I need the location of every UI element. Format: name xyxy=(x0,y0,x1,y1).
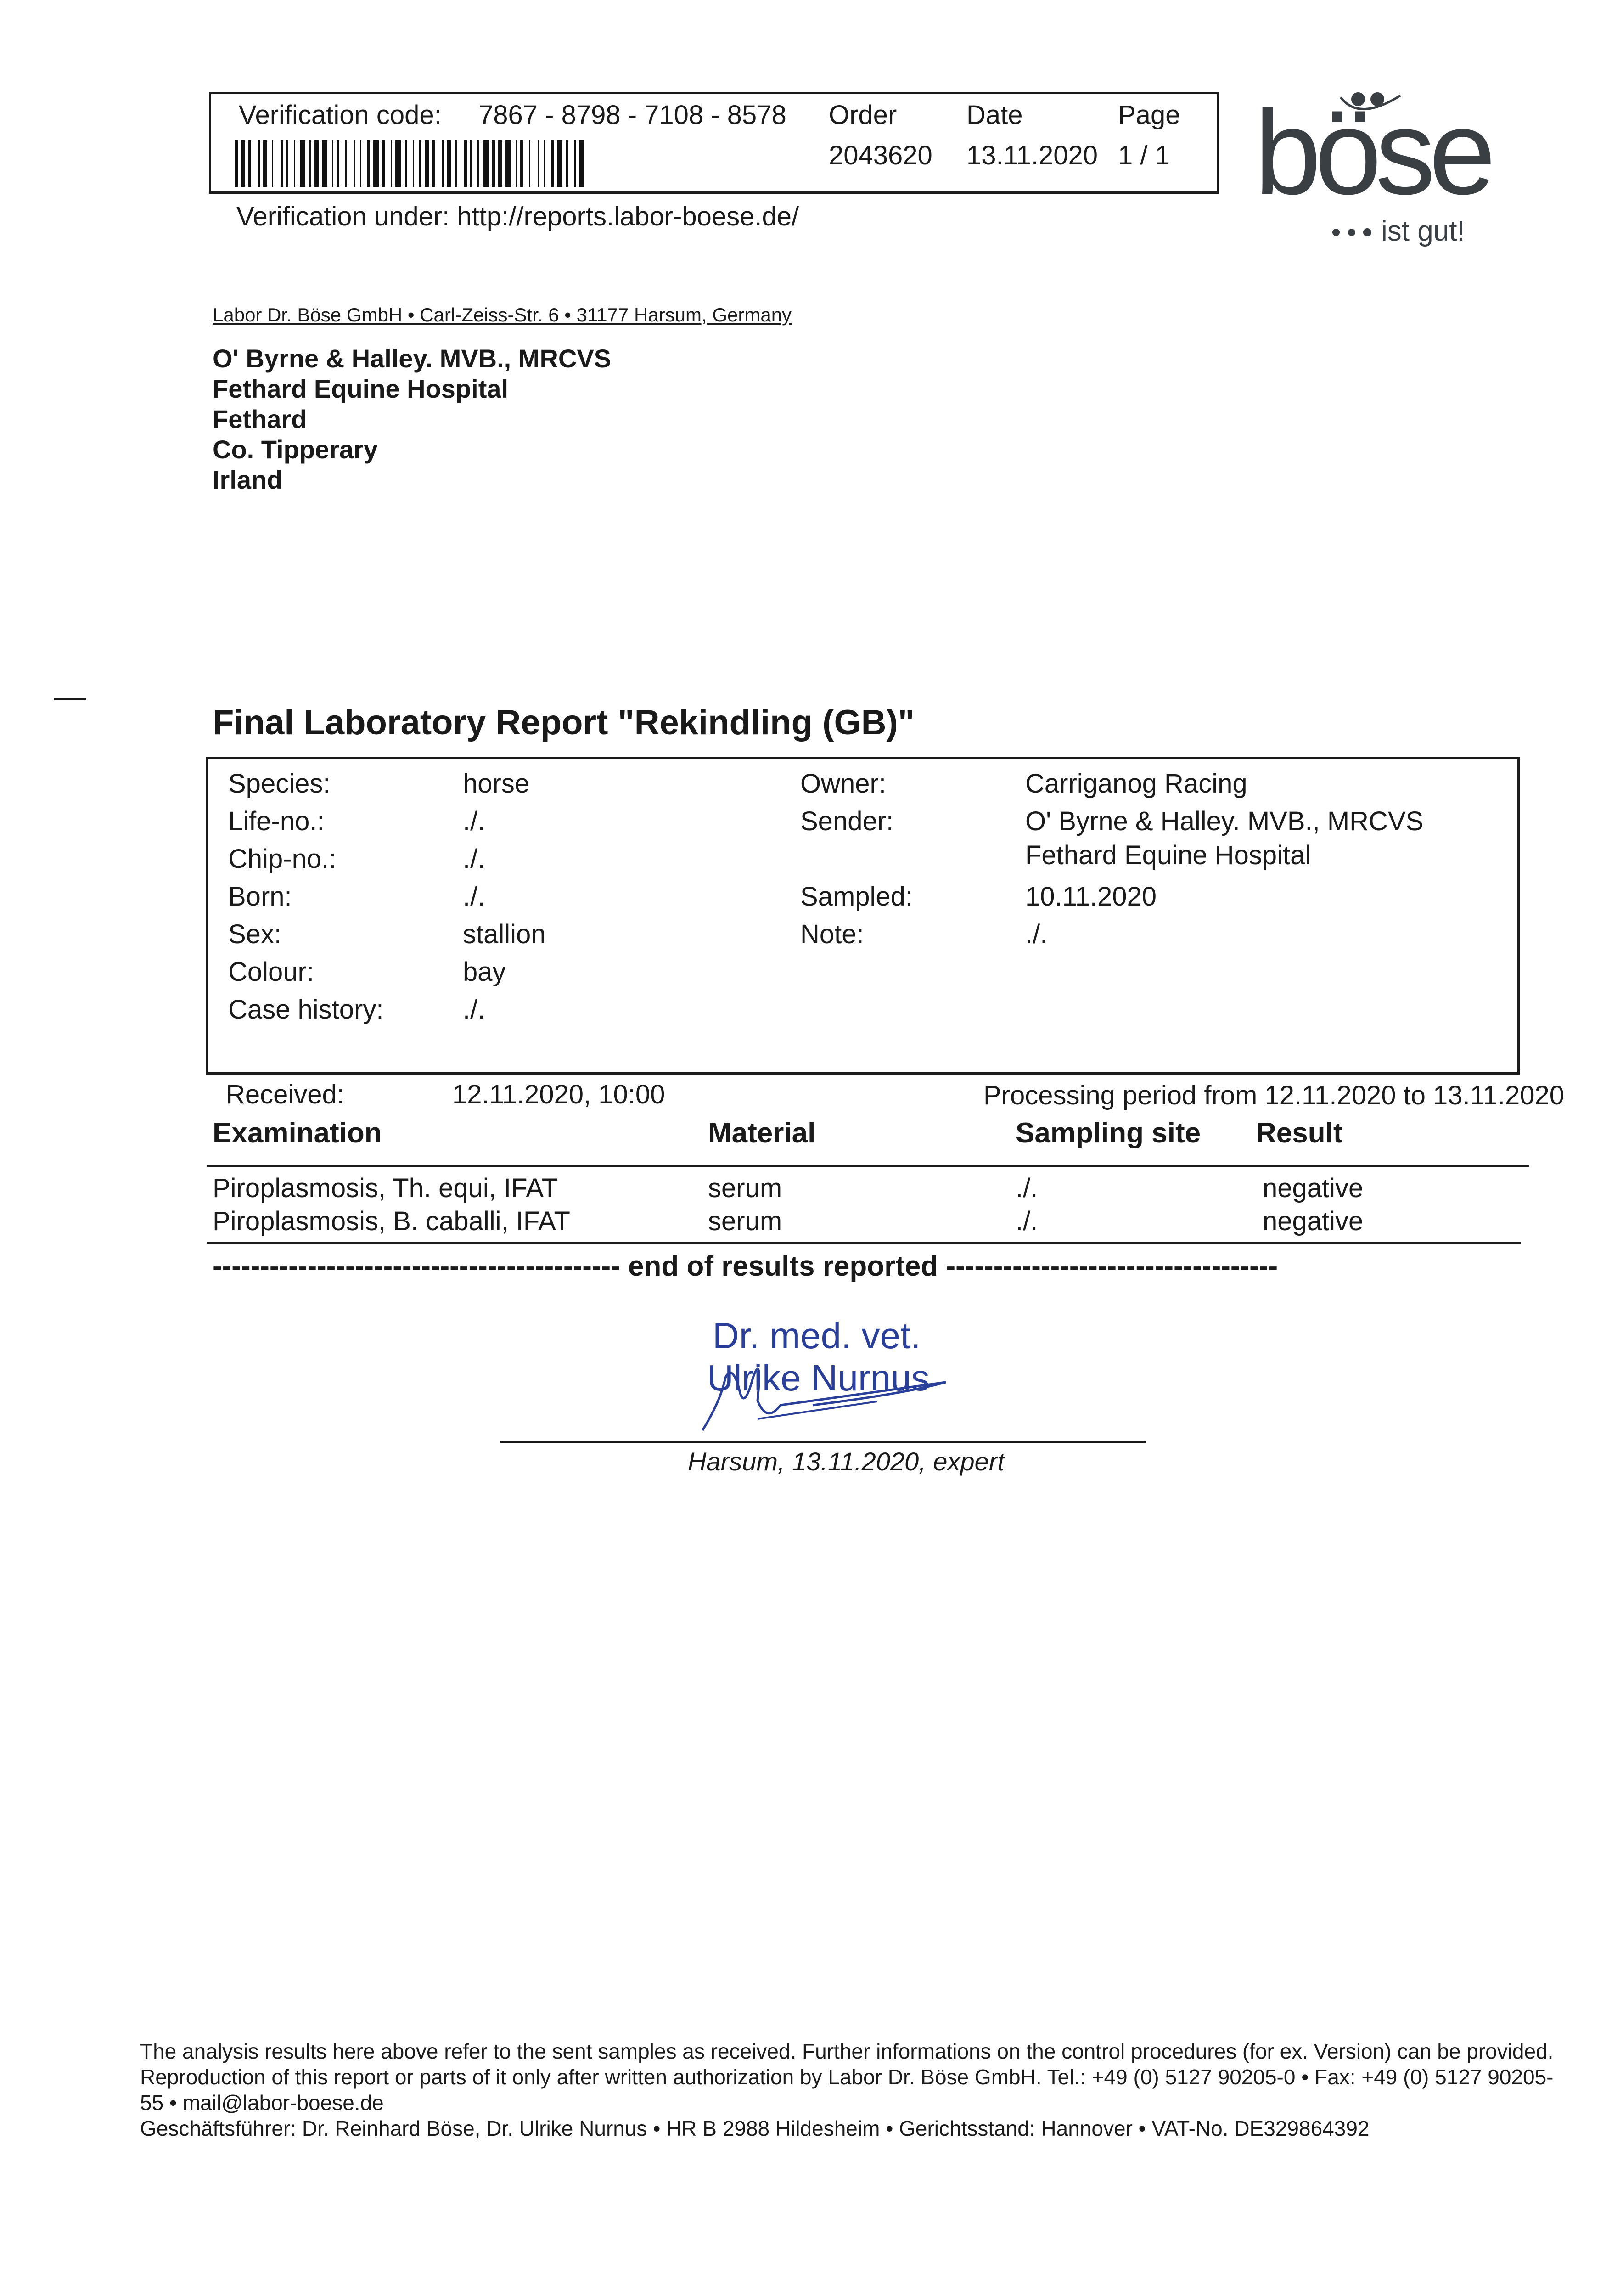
signature-stamp xyxy=(689,1309,973,1446)
received-value: 12.11.2020, 10:00 xyxy=(452,1080,665,1109)
end-of-results-line: ------------------------------------------- end of results reported ----------------------------------- xyxy=(213,1250,1278,1282)
signature-caption: Harsum, 13.11.2020, expert xyxy=(688,1447,1005,1476)
owner-label: Owner: xyxy=(800,769,886,799)
footer-line-2: Reproduction of this report or parts of it only after written authorization by Labor Dr. Böse GmbH. Tel.: +49 (0) 5127 90205-0 • Fax: +49 (0) 5127 90205- xyxy=(140,2065,1554,2089)
barcode-bar xyxy=(529,140,530,187)
verification-url: Verification under: http://reports.labor-boese.de/ xyxy=(236,202,799,231)
barcode-bar xyxy=(579,140,584,187)
sex-label: Sex: xyxy=(228,919,282,949)
page-value: 1 / 1 xyxy=(1118,141,1170,170)
barcode-bar xyxy=(235,140,238,187)
verification-code-value: 7867 - 8798 - 7108 - 8578 xyxy=(478,100,786,130)
date-label: Date xyxy=(966,100,1023,130)
page-label: Page xyxy=(1118,100,1180,130)
barcode-bar xyxy=(322,140,327,187)
barcode-bar xyxy=(391,140,392,187)
case-history-label: Case history: xyxy=(228,995,384,1024)
signature-line-2: Ulrike Nurnus xyxy=(707,1357,930,1398)
barcode-bar xyxy=(477,140,479,187)
row-1-material: serum xyxy=(708,1173,782,1203)
barcode-bar xyxy=(286,140,288,187)
logo-tagline: ist gut! xyxy=(1381,215,1465,247)
verification-box xyxy=(209,92,1219,194)
barcode-bar xyxy=(294,140,295,187)
barcode-bar xyxy=(272,140,273,187)
sender-value-2: Fethard Equine Hospital xyxy=(1025,840,1311,870)
verification-code-label: Verification code: xyxy=(239,100,442,130)
barcode-bar xyxy=(516,140,517,187)
sender-value-1: O' Byrne & Halley. MVB., MRCVS xyxy=(1025,806,1424,836)
barcode-bar xyxy=(241,140,245,187)
barcode-bar xyxy=(263,140,267,187)
life-no-value: ./. xyxy=(463,806,485,836)
sampled-label: Sampled: xyxy=(800,882,913,912)
barcode-bar xyxy=(544,140,545,187)
barcode-bar xyxy=(557,140,562,187)
life-no-label: Life-no.: xyxy=(228,806,325,836)
barcode-bar xyxy=(419,140,421,187)
received-label: Received: xyxy=(226,1080,344,1109)
barcode-bar xyxy=(470,140,472,187)
note-label: Note: xyxy=(800,919,864,949)
patient-info-box xyxy=(206,757,1520,1075)
barcode-image xyxy=(235,140,584,187)
note-value: ./. xyxy=(1025,919,1048,949)
signature-rule xyxy=(500,1441,1146,1443)
barcode-bar xyxy=(281,140,283,187)
row-2-sampling-site: ./. xyxy=(1016,1206,1038,1236)
row-2-result: negative xyxy=(1263,1206,1364,1236)
sampled-value: 10.11.2020 xyxy=(1025,882,1157,912)
recipient-line-3: Fethard xyxy=(213,405,307,433)
row-1-result: negative xyxy=(1263,1173,1364,1203)
order-value: 2043620 xyxy=(829,141,932,170)
sender-address-line: Labor Dr. Böse GmbH • Carl-Zeiss-Str. 6 • 31177 Harsum, Germany xyxy=(213,304,792,326)
order-label: Order xyxy=(829,100,897,130)
header-result: Result xyxy=(1256,1117,1343,1149)
header-sampling-site: Sampling site xyxy=(1016,1117,1201,1149)
signature-line-1: Dr. med. vet. xyxy=(713,1315,921,1356)
born-value: ./. xyxy=(463,882,485,912)
header-examination: Examination xyxy=(213,1117,382,1149)
barcode-bar xyxy=(413,140,414,187)
footer-line-1: The analysis results here above refer to the sent samples as received. Further informations on the control procedures (for ex. Version) can be provided. xyxy=(140,2039,1554,2063)
barcode-bar xyxy=(574,140,576,187)
barcode-bar xyxy=(405,140,407,187)
barcode-bar xyxy=(432,140,435,187)
barcode-bar xyxy=(425,140,429,187)
barcode-bar xyxy=(566,140,568,187)
recipient-line-4: Co. Tipperary xyxy=(213,435,378,464)
barcode-bar xyxy=(483,140,489,187)
chip-no-label: Chip-no.: xyxy=(228,844,337,874)
barcode-bar xyxy=(258,140,260,187)
barcode-bar xyxy=(520,140,523,187)
boese-logo xyxy=(1253,69,1511,253)
footer-line-4: Geschäftsführer: Dr. Reinhard Böse, Dr. Ulrike Nurnus • HR B 2988 Hildesheim • Gerichtsstand: Hannover • VAT-No. DE329864392 xyxy=(140,2116,1370,2140)
date-value: 13.11.2020 xyxy=(966,141,1098,170)
colour-value: bay xyxy=(463,957,506,987)
recipient-line-1: O' Byrne & Halley. MVB., MRCVS xyxy=(213,344,612,373)
recipient-line-5: Irland xyxy=(213,465,283,494)
report-title: Final Laboratory Report "Rekindling (GB)" xyxy=(213,703,915,742)
born-label: Born: xyxy=(228,882,292,912)
row-1-sampling-site: ./. xyxy=(1016,1173,1038,1203)
barcode-bar xyxy=(332,140,333,187)
row-2-material: serum xyxy=(708,1206,782,1236)
species-label: Species: xyxy=(228,769,331,799)
barcode-bar xyxy=(354,140,355,187)
barcode-bar xyxy=(492,140,495,187)
recipient-line-2: Fethard Equine Hospital xyxy=(213,374,509,403)
barcode-bar xyxy=(314,140,319,187)
owner-value: Carriganog Racing xyxy=(1025,769,1247,799)
barcode-bar xyxy=(373,140,379,187)
logo-bullet-3 xyxy=(1363,228,1371,236)
logo-bullet-2 xyxy=(1348,229,1355,236)
barcode-bar xyxy=(498,140,502,187)
barcode-bar xyxy=(382,140,385,187)
logo-bullet-1 xyxy=(1332,229,1340,236)
sex-value: stallion xyxy=(463,919,546,949)
barcode-bar xyxy=(447,140,451,187)
barcode-bar xyxy=(464,140,467,187)
barcode-bar xyxy=(442,140,444,187)
barcode-bar xyxy=(309,140,311,187)
barcode-bar xyxy=(300,140,305,187)
barcode-bar xyxy=(248,140,251,187)
footer-line-3: 55 • mail@labor-boese.de xyxy=(140,2091,384,2115)
barcode-bar xyxy=(538,140,539,187)
case-history-value: ./. xyxy=(463,995,485,1024)
barcode-bar xyxy=(505,140,511,187)
processing-period: Processing period from 12.11.2020 to 13.11.2020 xyxy=(983,1080,1565,1110)
table-header-rule xyxy=(207,1165,1529,1167)
barcode-bar xyxy=(455,140,457,187)
barcode-bar xyxy=(360,140,361,187)
fold-mark xyxy=(54,698,86,700)
barcode-bar xyxy=(367,140,370,187)
row-2-examination: Piroplasmosis, B. caballi, IFAT xyxy=(213,1206,570,1236)
barcode-bar xyxy=(345,140,347,187)
barcode-bar xyxy=(337,140,339,187)
table-bottom-rule xyxy=(207,1242,1521,1244)
sender-label: Sender: xyxy=(800,806,894,836)
header-material: Material xyxy=(708,1117,816,1149)
barcode-bar xyxy=(551,140,554,187)
chip-no-value: ./. xyxy=(463,844,485,874)
colour-label: Colour: xyxy=(228,957,314,987)
barcode-bar xyxy=(395,140,401,187)
row-1-examination: Piroplasmosis, Th. equi, IFAT xyxy=(213,1173,558,1203)
logo-wordmark: böse xyxy=(1254,85,1490,219)
species-value: horse xyxy=(463,769,530,799)
